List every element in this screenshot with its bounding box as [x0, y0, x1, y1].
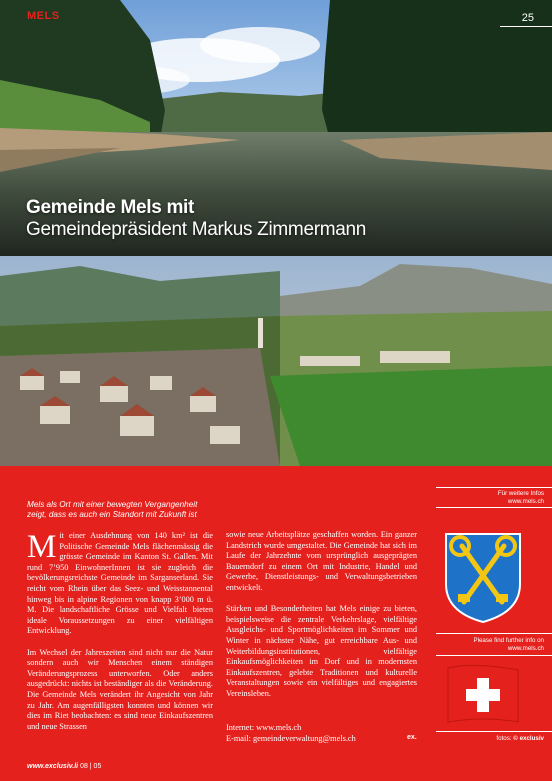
- sidebar-find: [473, 637, 544, 653]
- paragraph: Stärken und Besonderheiten hat Mels einige zu bieten, beispielsweise die zentrale Verkehrslage, vielfältige Ausgleichs- und Sportmöglichkeiten im Sommer und Winter in nächster Nähe, gut erreichbare Aus- und Weiterbildungsinstitutionen, vielfältige Einkaufsmöglichkeiten im Dorf und in modernsten Einkaufszentren, gelebte Traditionen und kulturelle Veranstaltungen sowie ein vielfältiges und engagiertes Vereinsleben.: [226, 604, 417, 698]
- find-url[interactable]: www.mels.ch: [507, 645, 544, 652]
- sidebar-rule: [436, 655, 552, 656]
- headline: [26, 197, 366, 241]
- footer: [27, 763, 101, 770]
- article-column-1: [27, 531, 213, 743]
- headline-line2: Gemeindepräsident Markus Zimmermann: [26, 219, 367, 240]
- town-panorama-photo: [0, 256, 552, 466]
- mels-coat-of-arms-icon: [444, 532, 522, 624]
- contact-internet[interactable]: Internet: www.mels.ch: [226, 723, 302, 732]
- intro-text: Mels als Ort mit einer bewegten Vergangenheit zeigt, dass es auch ein Standort mit Zukunft ist: [27, 500, 198, 519]
- paragraph: sowie neue Arbeitsplätze geschaffen worden. Ein ganzer Landstrich wurde umgestaltet. Die Gemeinde hat sich im Laufe der Jahrzehnte vom ursprünglich ausgeprägten Bauerndorf zu einem Ort mit Industrie, Handel und Gewerbe, Dienstleistungs- und Verwaltungsbetrieben entwickelt.: [226, 530, 417, 592]
- info-url[interactable]: www.mels.ch: [507, 498, 544, 505]
- contact-block: [226, 723, 356, 744]
- headline-line1: Gemeinde Mels mit: [26, 197, 195, 218]
- sidebar-rule: [436, 633, 552, 634]
- ex-mark: ex.: [407, 734, 417, 741]
- article-column-2: [226, 530, 417, 710]
- sidebar-rule: [436, 731, 552, 732]
- info-label: Für weitere Infos: [497, 490, 544, 497]
- dropcap: M: [27, 529, 57, 565]
- footer-issue: 08 | 05: [80, 763, 102, 770]
- section-label: MELS: [27, 10, 60, 22]
- page-number-rule: [500, 26, 552, 27]
- contact-email[interactable]: E-mail: gemeindeverwaltung@mels.ch: [226, 733, 356, 743]
- paragraph: Im Wechsel der Jahreszeiten sind nicht nur die Natur sondern auch wir Menschen einem ständigen Veränderungsprozess unterworfen. Oder anders ausgedrückt: nichts ist beständiger als die Veränderung. Die Gemeinde Mels verändert ihr Angesicht von Jahr zu Jahr. Am augenfälligsten konnten und können wir dies im Riet beobachten: es sind neue Einkaufszentren und neue Strassen: [27, 647, 213, 731]
- footer-brand[interactable]: www.exclusiv.li: [27, 763, 79, 770]
- swiss-flag-icon: [444, 664, 522, 726]
- sidebar-rule: [436, 487, 552, 488]
- sidebar-info: [498, 490, 544, 506]
- page-number: 25: [521, 12, 534, 24]
- paragraph: it einer Ausdehnung von 140 km² ist die Politische Gemeinde Mels flächenmässig die grösste Gemeinde im Kanton St. Gallen. Mit rund 7’950 EinwohnerInnen ist sie zugleich die bevölkerungsreichste Gemeinde im Sarganserland. Sie reicht vom Rhein über das Seez- und Weisstannental hinweg bis in alpine Regionen von knapp 3’000 m ü. M. Die landschaftliche Grösse und Vielfalt bieten ideale Voraussetzungen zu einer vielfältigen Entwicklung.: [27, 531, 213, 636]
- find-label: Please find further info on: [473, 637, 544, 644]
- sidebar-rule: [436, 507, 552, 508]
- photo-credit: fotos: © exclusiv: [496, 735, 544, 742]
